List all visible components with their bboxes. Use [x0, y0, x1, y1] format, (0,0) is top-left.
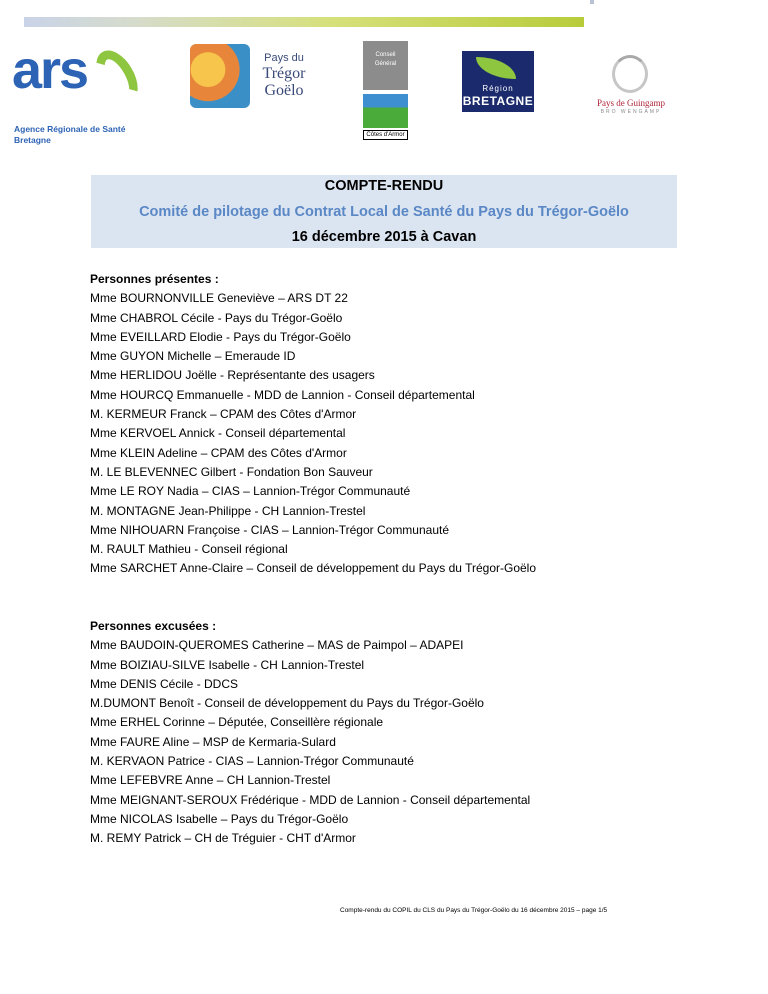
list-item: Mme EVEILLARD Elodie - Pays du Trégor-Goëlo [90, 329, 351, 344]
header-dot [590, 0, 594, 4]
ars-logo-subtitle: Agence Régionale de Santé [14, 124, 126, 134]
title-box [91, 175, 677, 248]
cotes-armor-label: Côtes d'Armor [363, 130, 408, 140]
list-item: Mme LEFEBVRE Anne – CH Lannion-Trestel [90, 773, 331, 788]
bretagne-logo-line1: Région [482, 84, 514, 93]
list-item: Mme NICOLAS Isabelle – Pays du Trégor-Goëlo [90, 811, 349, 826]
excused-list [90, 636, 690, 848]
document-subtitle: Comité de pilotage du Contrat Local de Santé du Pays du Trégor-Goëlo [139, 204, 629, 220]
conseil-general-block [363, 41, 408, 90]
list-item: M. RAULT Mathieu - Conseil régional [90, 542, 288, 557]
present-list [90, 289, 690, 578]
ars-logo-letters: ars [12, 40, 88, 100]
list-item: Mme BAUDOIN-QUEROMES Catherine – MAS de Paimpol – ADAPEI [90, 638, 464, 653]
ars-logo [12, 40, 142, 145]
list-item: Mme KLEIN Adeline – CPAM des Côtes d'Armor [90, 445, 347, 460]
list-item: Mme KERVOEL Annick - Conseil départemental [90, 426, 346, 441]
list-item: Mme NIHOUARN Françoise - CIAS – Lannion-Trégor Communauté [90, 522, 450, 537]
tregor-goelo-logo-text [254, 52, 314, 99]
tregor-logo-line1: Pays du [264, 52, 304, 64]
list-item: Mme BOIZIAU-SILVE Isabelle - CH Lannion-Trestel [90, 657, 365, 672]
list-item: M. REMY Patrick – CH de Tréguier - CHT d'Armor [90, 831, 356, 846]
bretagne-logo-line2: BRETAGNE [462, 94, 534, 108]
list-item: M. KERMEUR Franck – CPAM des Côtes d'Armor [90, 407, 357, 422]
list-item: Mme CHABROL Cécile - Pays du Trégor-Goëlo [90, 310, 343, 325]
list-item: Mme LE ROY Nadia – CIAS – Lannion-Trégor Communauté [90, 484, 411, 499]
header-color-bar [24, 17, 584, 27]
list-item: M. KERVAON Patrice - CIAS – Lannion-Trégor Communauté [90, 754, 414, 769]
list-item: Mme SARCHET Anne-Claire – Conseil de développement du Pays du Trégor-Goëlo [90, 561, 537, 576]
tregor-logo-line3: Goëlo [264, 82, 304, 99]
region-bretagne-logo [462, 51, 534, 112]
guingamp-logo-line1: Pays de Guingamp [597, 98, 665, 108]
tregor-goelo-logo-image [190, 44, 250, 108]
ars-logo-region: Bretagne [14, 135, 51, 145]
ars-logo-swoosh [88, 43, 146, 110]
conseil-general-line2: Général [374, 61, 397, 67]
bretagne-leaf-icon [476, 57, 516, 79]
document-date: 16 décembre 2015 à Cavan [291, 229, 477, 245]
conseil-general-logo [363, 41, 408, 137]
excused-section [90, 617, 690, 849]
list-item: Mme FAURE Aline – MSP de Kermaria-Sulard [90, 734, 336, 749]
excused-heading: Personnes excusées : [90, 619, 217, 633]
list-item: Mme HOURCQ Emmanuelle - MDD de Lannion - Conseil départemental [90, 387, 475, 402]
page-footer: Compte-rendu du COPIL du CLS du Pays du Trégor-Goëlo du 16 décembre 2015 – page 1/5 [340, 907, 608, 914]
guingamp-logo-line2: BRO WENGAMP [600, 109, 662, 115]
list-item: Mme MEIGNANT-SEROUX Frédérique - MDD de Lannion - Conseil départemental [90, 792, 531, 807]
list-item: Mme GUYON Michelle – Emeraude ID [90, 349, 296, 364]
list-item: Mme BOURNONVILLE Geneviève – ARS DT 22 [90, 291, 348, 306]
list-item: M. LE BLEVENNEC Gilbert - Fondation Bon Sauveur [90, 464, 373, 479]
list-item: Mme ERHEL Corinne – Députée, Conseillère régionale [90, 715, 384, 730]
pays-guingamp-logo [592, 55, 670, 117]
tregor-logo-line2: Trégor [262, 65, 306, 82]
list-item: M. MONTAGNE Jean-Philippe - CH Lannion-Trestel [90, 503, 366, 518]
tregor-spiral-icon [190, 44, 250, 108]
document-title: COMPTE-RENDU [324, 178, 444, 194]
conseil-general-line1: Conseil [375, 52, 396, 58]
present-section [90, 270, 690, 579]
present-heading: Personnes présentes : [90, 272, 219, 286]
list-item: M.DUMONT Benoît - Conseil de développement du Pays du Trégor-Goëlo [90, 696, 484, 711]
list-item: Mme HERLIDOU Joëlle - Représentante des usagers [90, 368, 375, 383]
cotes-armor-emblem [363, 94, 408, 128]
guingamp-ring-icon [612, 55, 648, 93]
list-item: Mme DENIS Cécile - DDCS [90, 676, 239, 691]
